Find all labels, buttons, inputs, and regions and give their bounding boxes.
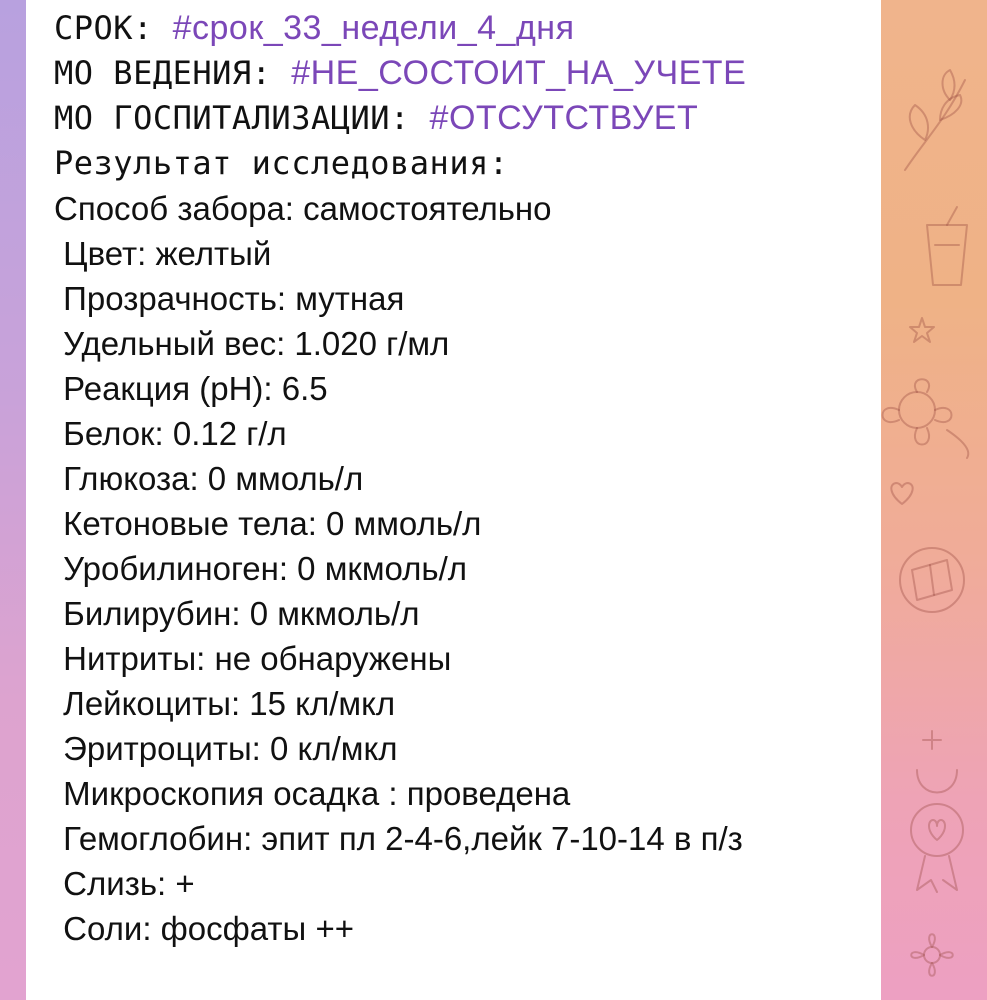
star-doodle-icon [907,315,937,345]
gift-doodle-icon [892,540,972,620]
hemoglobin-line: Гемоглобин: эпит пл 2-4-6,лейк 7-10-14 в п/з [54,820,743,857]
hashtag-not-registered[interactable]: #НЕ_СОСТОИТ_НА_УЧЕТЕ [291,54,747,92]
result-line: Белок: 0.12 г/л [54,415,287,452]
hospitalization-mo-row [54,96,854,141]
medal-doodle-icon [897,760,977,900]
result-line: Микроскопия осадка : проведена [54,775,571,812]
result-line: Билирубин: 0 мкмоль/л [54,595,420,632]
result-heading: Результат исследования: [54,144,509,182]
result-line: Лейкоциты: 15 кл/мкл [54,685,396,722]
result-line: Нитриты: не обнаружены [54,640,452,677]
result-line: Кетоновые тела: 0 ммоль/л [54,505,482,542]
result-line: Прозрачность: мутная [54,280,405,317]
leaf-doodle-icon [895,60,975,180]
hashtag-absent[interactable]: #ОТСУТСТВУЕТ [429,99,699,137]
result-line: Цвет: желтый [54,235,272,272]
result-line: Уробилиноген: 0 мкмоль/л [54,550,468,587]
flower-small-doodle-icon [897,920,967,990]
chat-wallpaper-right [877,0,987,1000]
chat-wallpaper-left [0,0,26,1000]
cup-doodle-icon [917,205,977,295]
hospitalization-mo-label: МО ГОСПИТАЛИЗАЦИИ: [54,99,410,137]
term-label: СРОК: [54,9,153,47]
heart-doodle-icon [887,480,917,506]
result-line: Эритроциты: 0 кл/мкл [54,730,398,767]
result-line: Соли: фосфаты ++ [54,910,354,947]
result-line: Способ забора: самостоятельно [54,190,552,227]
management-mo-label: МО ВЕДЕНИЯ: [54,54,272,92]
result-line: Удельный вес: 1.020 г/мл [54,325,450,362]
result-line: Глюкоза: 0 ммоль/л [54,460,364,497]
term-row [54,6,854,51]
result-line: Слизь: + [54,865,195,902]
hashtag-term[interactable]: #срок_33_недели_4_дня [172,9,575,47]
management-mo-row [54,51,854,96]
result-line: Реакция (pH): 6.5 [54,370,328,407]
sparkle-doodle-icon [922,730,942,750]
message-text [54,6,854,951]
flower-doodle-icon [877,370,977,460]
